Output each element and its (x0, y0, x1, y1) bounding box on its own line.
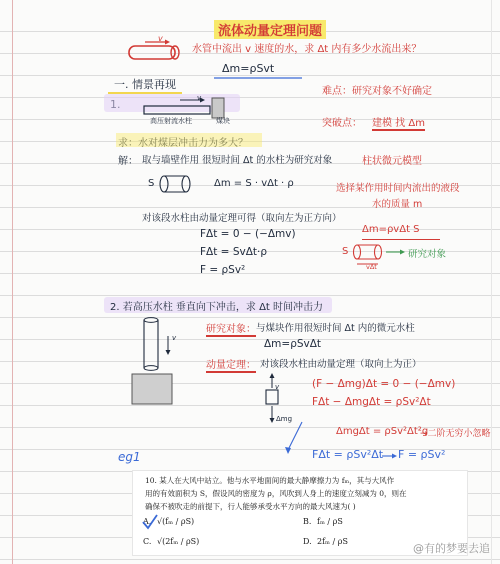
section1-mass-formula: Δm = S · vΔt · ρ (214, 178, 294, 189)
option-a-letter: A. (143, 517, 152, 526)
left-margin-line (12, 0, 13, 564)
section1-eq3: F = ρSv² (200, 264, 246, 276)
final-arrow (382, 452, 398, 460)
note-column-model: 柱状微元模型 (362, 156, 422, 167)
vertical-jet-figure (128, 318, 188, 412)
vertical-jet-v-label: v (172, 334, 177, 342)
section1-heading: 一. 情景再现 (108, 76, 182, 94)
page-title: 流体动量定理问题 (214, 20, 326, 39)
section2-study-text: 与煤块作用很短时间 Δt 内的微元水柱 (256, 323, 415, 334)
note-S-label: S (342, 246, 349, 257)
note-object: 研究对象 (408, 249, 447, 260)
section1-eq1: FΔt = 0 − (−Δmv) (200, 228, 296, 240)
note-vdt-label: vΔt (366, 263, 377, 271)
note-mass: 水的质量 m (372, 199, 423, 210)
note-key-text: 建模 找 Δm (372, 114, 425, 131)
section2-theorem-text: 对该段水柱由动量定理（取向上为正） (260, 359, 422, 370)
option-c: √(2fₘ / ρS) (157, 537, 200, 546)
ask-highlight (116, 133, 262, 147)
option-b: fₘ / ρS (317, 517, 343, 526)
solution-lead: 解： (118, 156, 138, 167)
section2-final-right: F = ρSv² (398, 448, 446, 461)
intro-formula: Δm=ρSvt (222, 62, 275, 75)
question-stem-line3: 确保不被吹走的前提下，行人能够承受水平方向的最大风速为( ) (145, 502, 356, 511)
note-difficulty: 难点：研究对象不好确定 (322, 86, 432, 97)
jet-v-label: v (197, 94, 202, 102)
section2-dm-formula: Δm=ρSvΔt (264, 338, 322, 350)
note-dm-formula: Δm=ρvΔt S (362, 224, 420, 235)
jet-label-flow: 高压射流水柱 (150, 117, 192, 125)
option-c-letter: C. (143, 537, 152, 546)
pipe-figure (125, 38, 185, 62)
note-arrow (386, 248, 406, 256)
question-stem-line1: 10. 某人在大风中站立。他与水平地面间的最大静摩擦力为 fₘ，其与大风作 (145, 476, 395, 485)
intro-question: 水管中流出 v 速度的水，求 Δt 内有多少水流出来？ (192, 44, 422, 55)
intro-v-label: v (158, 34, 163, 43)
section2-eq3-right: →二阶无穷小忽略 (420, 429, 491, 439)
option-b-letter: B. (303, 517, 312, 526)
note-choose-text: 选择某作用时间内流出的液段 (336, 183, 460, 194)
section1-ask: 求：水对煤层冲击力为多大？ (118, 138, 248, 149)
example-label: eg1 (118, 450, 141, 464)
note-key-lead: 突破点： (322, 118, 362, 129)
force-v-label: v (275, 383, 280, 391)
section2-eq2: FΔt − ΔmgΔt = ρSv²Δt (312, 396, 431, 408)
intro-formula-underline (214, 76, 304, 80)
option-d-letter: D. (303, 537, 312, 546)
cylinder-element-figure (158, 172, 192, 198)
section2-eq1: (F − Δmg)Δt = 0 − (−Δmv) (312, 378, 456, 390)
checkmark-icon (141, 513, 159, 531)
section2-study-lead: 研究对象： (206, 320, 256, 337)
jet-label-block: 煤块 (216, 117, 230, 125)
section2-eq3-left: ΔmgΔt = ρSv²Δt²g (336, 426, 429, 437)
option-d: 2fₘ / ρS (317, 537, 348, 546)
section2-final-left: FΔt = ρSv²Δt (312, 448, 384, 461)
solution-text: 取与墙壁作用 很短时间 Δt 的水柱为研究对象 (142, 155, 333, 166)
section1-apply-text: 对该段水柱由动量定理可得（取向左为正方向） (142, 213, 342, 224)
blue-arrow (280, 420, 310, 460)
cylinder-S-label: S (148, 178, 155, 189)
section1-eq2: FΔt = SvΔt·ρ (200, 246, 267, 258)
watermark: @有的梦要去追 (413, 542, 490, 555)
force-dmg-label: Δmg (276, 415, 293, 423)
option-a: √(fₘ / ρS) (157, 517, 195, 526)
right-margin-line (491, 0, 492, 564)
section2-theorem-lead: 动量定理： (206, 356, 256, 373)
question-stem-line2: 用的有效面积为 S，假设风的密度为 ρ，风吹到人身上的速度立刻减为 0，则在 (145, 489, 407, 498)
section2-heading: 2. 若高压水柱 垂直向下冲击，求 Δt 时间冲击力 (110, 302, 324, 313)
